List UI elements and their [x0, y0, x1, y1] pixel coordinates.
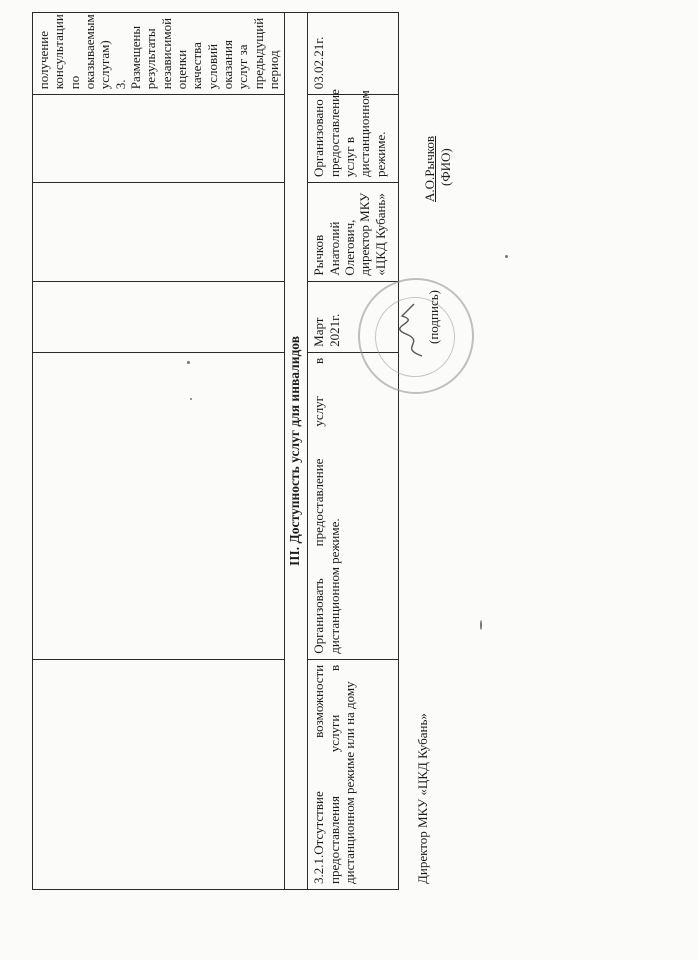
signer-name-caption: (ФИО) — [438, 148, 453, 186]
table-cell-measure: Организовать предоставление услуг в дистанционном режиме. — [308, 352, 399, 659]
table-cell — [33, 281, 285, 352]
section-heading: III. Доступность услуг для инвалидов — [285, 13, 308, 890]
table-cell-deadline: Март 2021г. — [308, 281, 399, 352]
scan-speck — [190, 398, 192, 400]
signature-caption: (подпись) — [426, 290, 441, 344]
table-cell-actions-taken: получение консультации по оказываемым услугам) 3. Размещены результаты независимой оценки качества условий оказания услуг за предыдущий период — [33, 13, 285, 95]
table-cell-result: Организовано предоставление услуг в дистанционном режиме. — [308, 95, 399, 183]
table-cell — [33, 352, 285, 659]
table-cell — [33, 95, 285, 183]
section-heading-row — [285, 13, 308, 890]
scan-speck — [187, 361, 190, 364]
table-row — [33, 13, 285, 890]
table-cell-shortcoming: 3.2.1.Отсутствие возможности предоставления услуги в дистанционном режиме или на дому — [308, 659, 399, 889]
table-cell — [33, 182, 285, 281]
table-row — [308, 13, 399, 890]
improvement-plan-table — [32, 12, 399, 890]
scan-speck — [505, 255, 508, 258]
signature-position: Директор МКУ «ЦКД Кубань» — [415, 713, 430, 884]
scan-speck — [480, 620, 482, 630]
table-cell-responsible: Рычков Анатолий Олегович, директор МКУ «ЦКД Кубань» — [308, 182, 399, 281]
signer-name: А.О.Рычков — [422, 135, 437, 202]
table-cell — [33, 659, 285, 889]
table-cell-date: 03.02.21г. — [308, 13, 399, 95]
